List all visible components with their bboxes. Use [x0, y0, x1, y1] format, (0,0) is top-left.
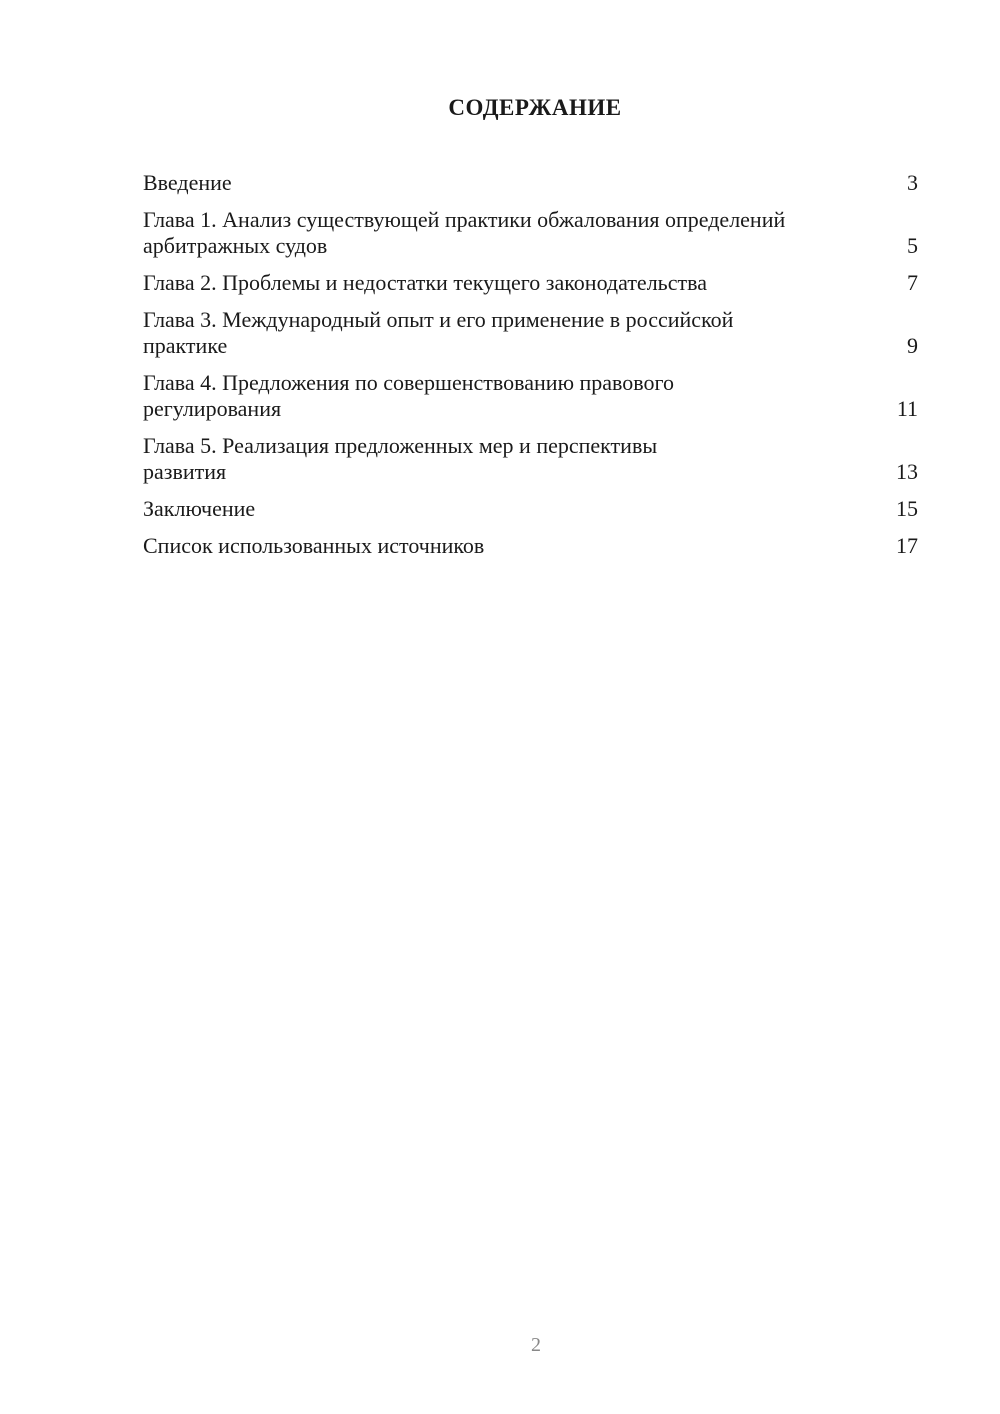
toc-entry-title: Глава 3. Международный опыт и его применение в российской практике — [143, 307, 734, 358]
toc-entry — [143, 270, 918, 296]
toc-entry — [143, 533, 918, 559]
toc-entry-title: Глава 2. Проблемы и недостатки текущего законодательства — [143, 270, 707, 295]
toc-entry-page: 17 — [896, 533, 918, 558]
toc-entry-title: Глава 4. Предложения по совершенствованию правового регулирования — [143, 370, 674, 421]
toc-entry-page: 7 — [907, 270, 918, 295]
toc-entry-title: Глава 5. Реализация предложенных мер и перспективы развития — [143, 433, 658, 484]
toc-entry-title: Заключение — [143, 496, 256, 521]
toc-entry — [143, 170, 918, 196]
toc-entry-page: 15 — [896, 496, 918, 521]
toc-entry-page: 13 — [896, 459, 918, 484]
toc-entry-page: 5 — [907, 233, 918, 258]
toc-entry-title: Введение — [143, 170, 232, 195]
page-title: СОДЕРЖАНИЕ — [448, 95, 622, 120]
toc-entry-page: 11 — [896, 396, 918, 421]
toc-entry — [143, 496, 918, 522]
toc-entry-title: Глава 1. Анализ существующей практики обжалования определений арбитражных судов — [143, 207, 786, 258]
toc-entry — [143, 307, 918, 359]
table-of-contents — [143, 170, 918, 570]
toc-entry — [143, 433, 918, 485]
toc-entry-page: 9 — [907, 333, 918, 358]
toc-entry-title: Список использованных источников — [143, 533, 485, 558]
toc-entry — [143, 207, 918, 259]
page-number: 2 — [531, 1334, 541, 1356]
toc-entry-page: 3 — [907, 170, 918, 195]
toc-entry — [143, 370, 918, 422]
